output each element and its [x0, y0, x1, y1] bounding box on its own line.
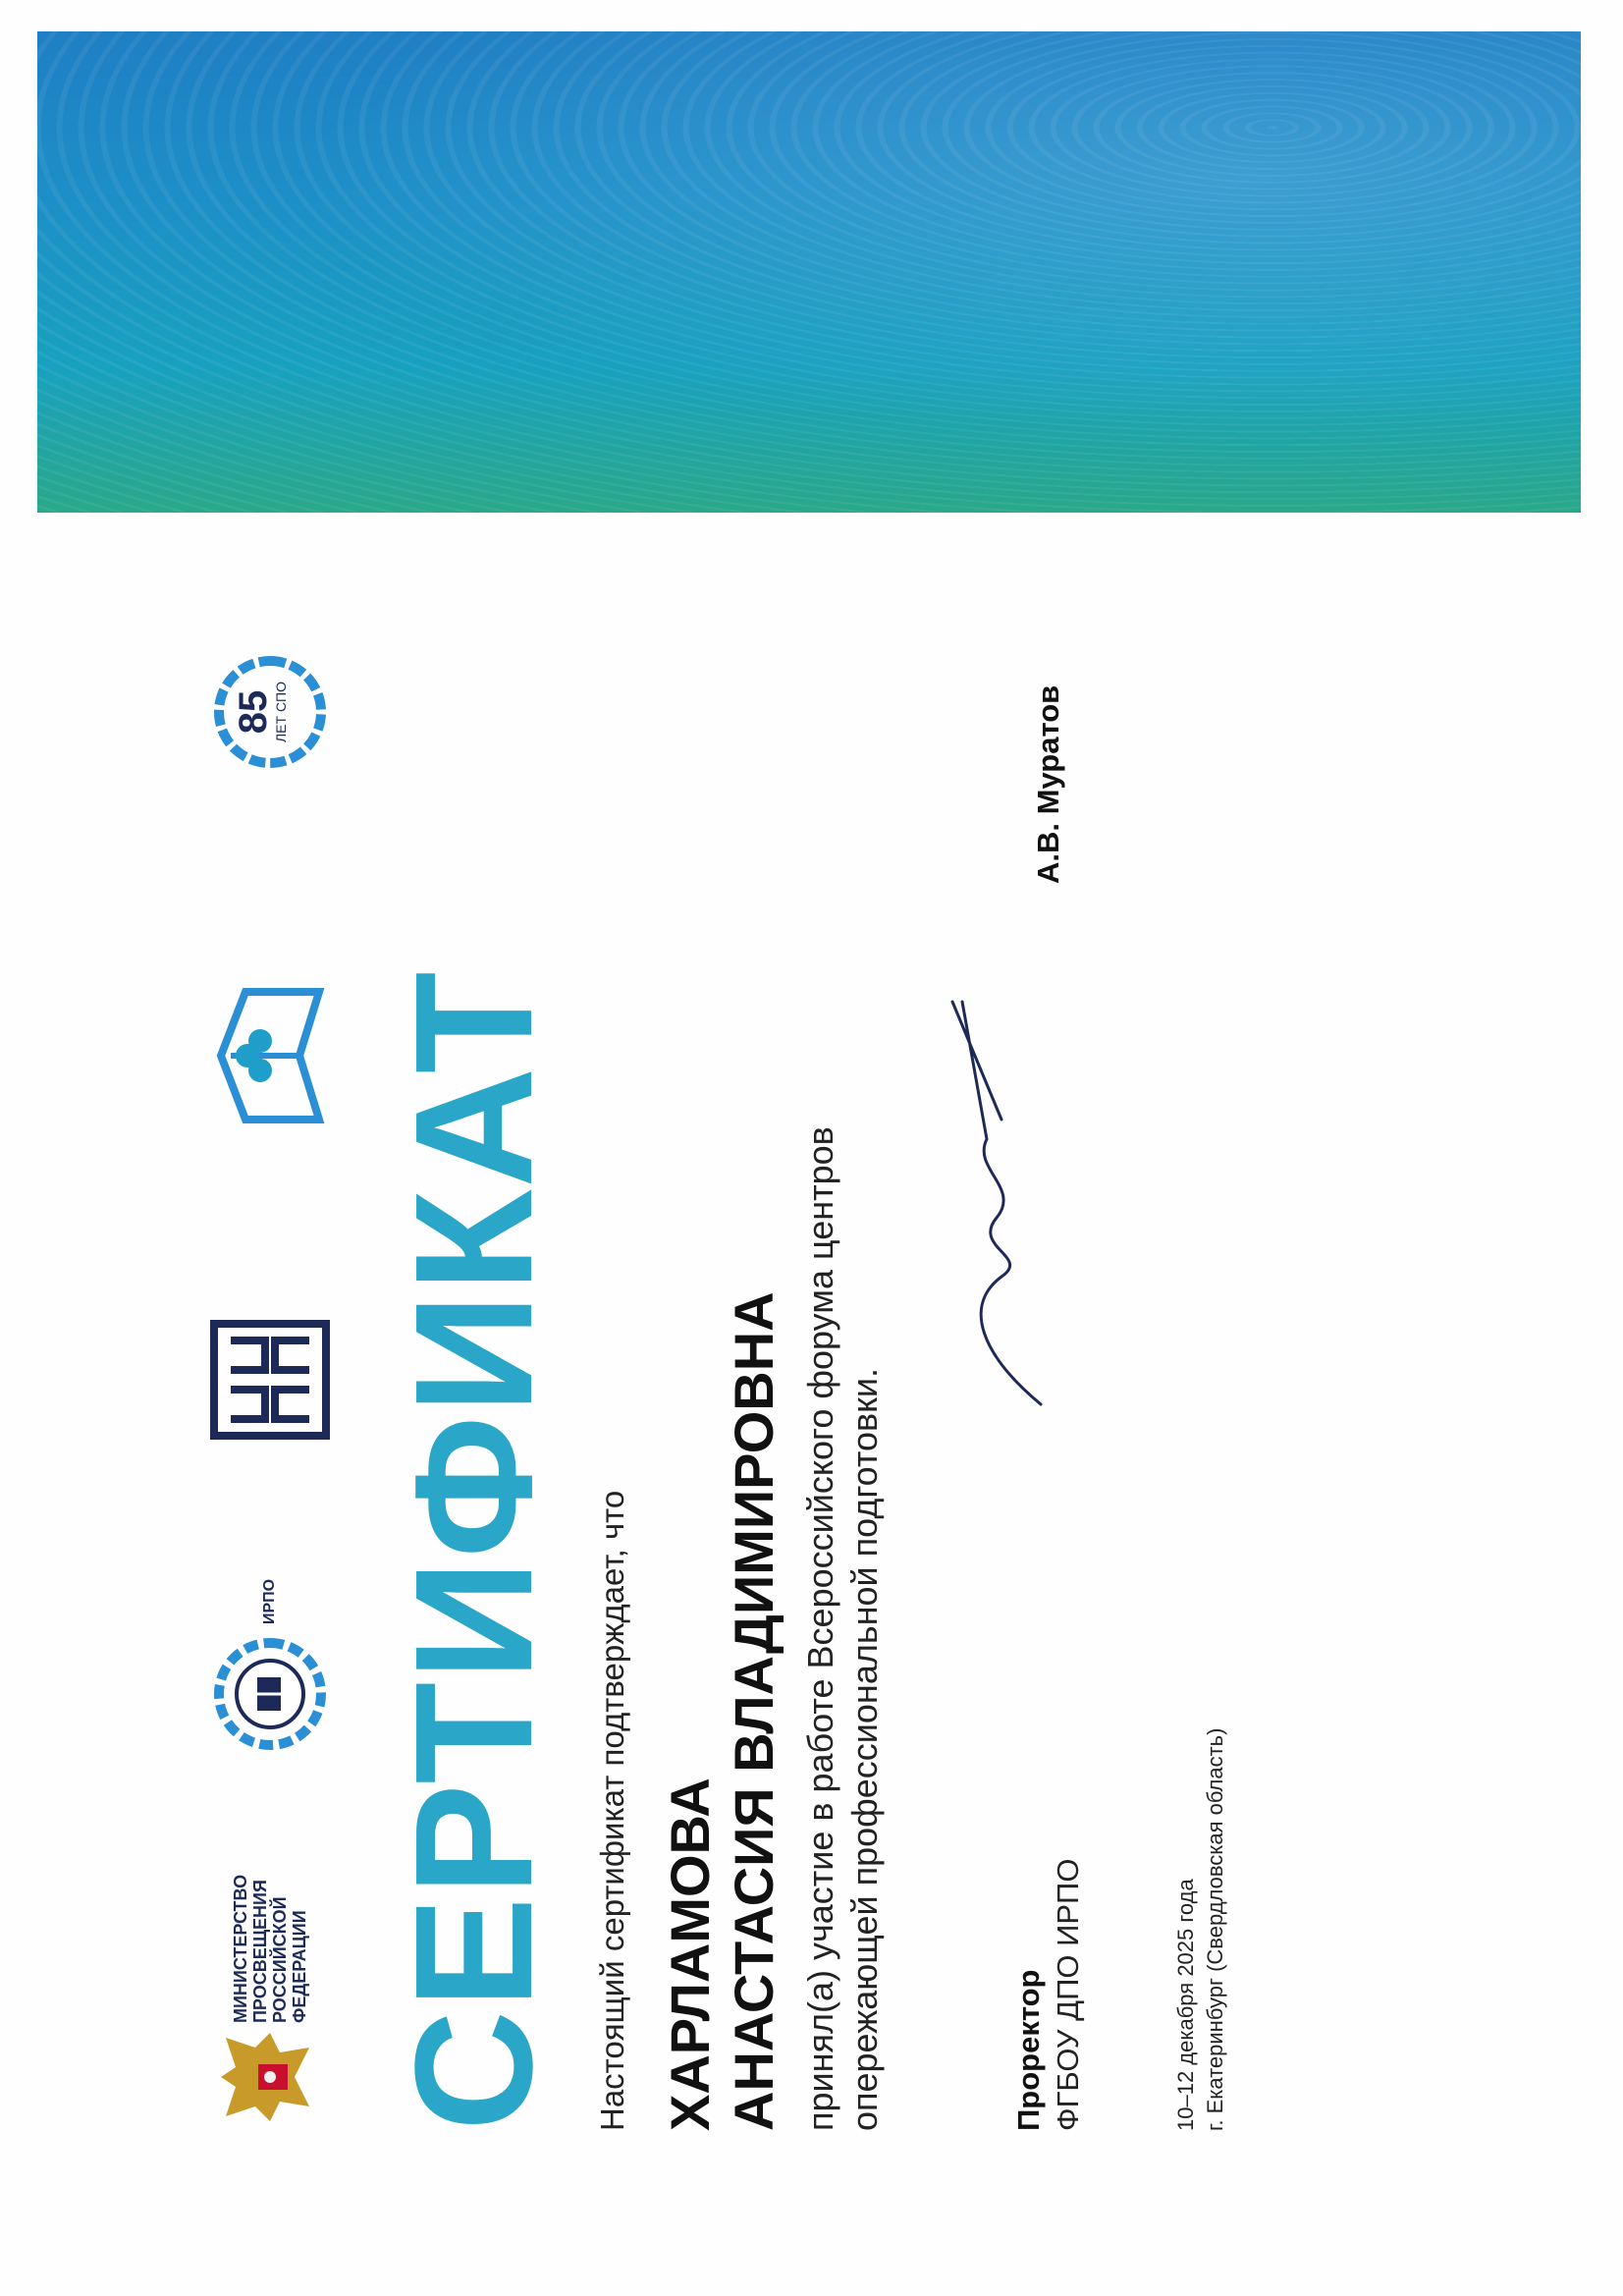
anniversary-text: ЛЕТ СПО: [273, 681, 289, 743]
certificate-title: СЕРТИФИКАТ: [381, 969, 568, 2131]
participation-text-line1: принял(а) участие в работе Всероссийского форума центров: [800, 1126, 840, 2131]
ministry-logo: [196, 1874, 344, 2131]
anniversary-number: 85: [232, 689, 275, 735]
double-headed-eagle-icon: [211, 2023, 329, 2131]
irpo-logo: [196, 1579, 344, 1758]
irpo-label: ИРПО: [261, 1578, 278, 1624]
anniversary-logo: [196, 648, 344, 776]
forum-logo: [196, 972, 344, 1139]
participation-text-line2: опережающей профессиональной подготовки.: [844, 1367, 885, 2131]
decorative-banner: [37, 31, 1581, 513]
logo-row: [196, 599, 353, 2131]
event-place: г. Екатеринбург (Свердловская область): [1203, 1727, 1227, 2131]
recipient-surname: ХАРЛАМОВА: [659, 1777, 721, 2131]
ministry-name: МИНИСТЕРСТВО ПРОСВЕЩЕНИЯ РОССИЙСКОЙ ФЕДЕРАЦИИ: [231, 1874, 309, 2023]
handwritten-signature: [943, 992, 1060, 1414]
signer-name: А.В. Муратов: [1031, 684, 1065, 884]
copp-label: [196, 1443, 197, 1444]
certificate-content: [196, 511, 1492, 2131]
book-tree-icon: [206, 972, 334, 1139]
copp-mark-icon: [206, 1316, 334, 1444]
signer-role: Проректор: [1011, 1969, 1046, 2131]
recipient-name: АНАСТАСИЯ ВЛАДИМИРОВНА: [723, 1291, 784, 2131]
copp-logo: [196, 1316, 344, 1444]
event-date: 10–12 декабря 2025 года: [1173, 1879, 1198, 2131]
gear-icon: [206, 1630, 334, 1758]
intro-text: Настоящий сертификат подтверждает, что: [594, 1490, 630, 2131]
signer-organization: ФГБОУ ДПО ИРПО: [1051, 1858, 1085, 2131]
